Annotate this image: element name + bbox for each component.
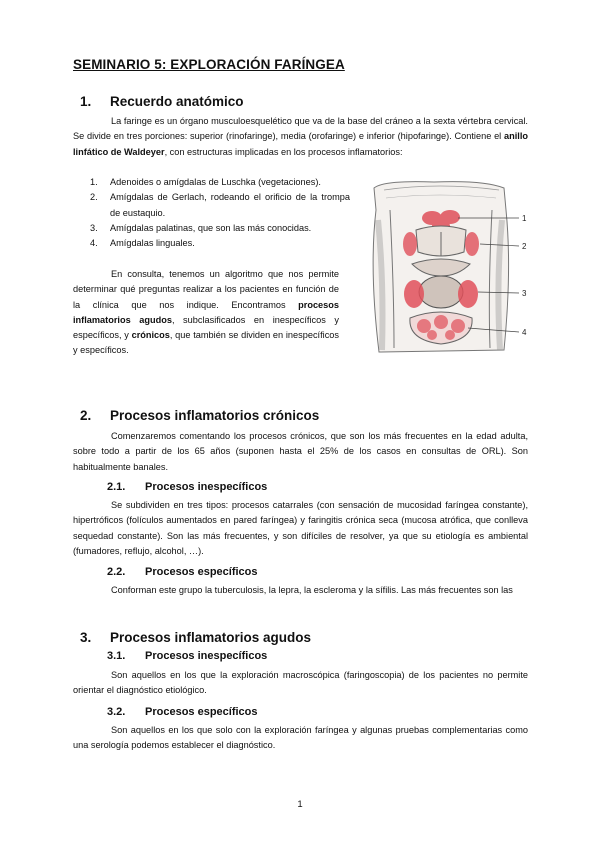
section-2-paragraph bbox=[73, 429, 528, 475]
section-title: Procesos inflamatorios agudos bbox=[110, 630, 312, 645]
section-1-algorithm-paragraph bbox=[73, 267, 339, 359]
subsection-number: 2.2. bbox=[107, 566, 126, 578]
figure-label: 2 bbox=[522, 242, 527, 251]
section-title: Procesos inflamatorios crónicos bbox=[110, 408, 320, 423]
page-number: 1 bbox=[297, 799, 303, 810]
subsection-title: Procesos inespecíficos bbox=[145, 481, 268, 493]
subsection-title: Procesos específicos bbox=[145, 706, 258, 718]
text-run: , que también se dividen en inespecíficos y específicos. bbox=[73, 330, 339, 356]
list-item: 2. Amígdalas de Gerlach, rodeando el orificio de la trompa de eustaquio. bbox=[90, 192, 350, 218]
list-item: 4. Amígdalas linguales. bbox=[90, 238, 195, 249]
subsection-number: 3.2. bbox=[107, 706, 126, 718]
text-run: Son aquellos en los que la exploración macroscópica (faringoscopia) de los pacientes no permite orientar el diagnóstico etiológico. bbox=[73, 670, 528, 696]
list-item: 3. Amígdalas palatinas, que son las más conocidas. bbox=[90, 222, 312, 233]
waldeyer-ring-drawing bbox=[354, 180, 544, 360]
subsection-2-2-heading bbox=[107, 566, 258, 578]
figure-label: 4 bbox=[522, 328, 527, 337]
subsection-number: 3.1. bbox=[107, 650, 126, 662]
text-run: , con estructuras implicadas en los procesos inflamatorios: bbox=[164, 146, 403, 157]
figure-label: 3 bbox=[522, 289, 527, 298]
text-run: Comenzaremos comentando los procesos crónicos, que son los más frecuentes en la edad adulta, sobre todo a partir de los 65 años (suponen hasta el 25% de los casos en consultas de ORL). Son habitualmente banales. bbox=[73, 431, 528, 472]
tonsil-list bbox=[90, 175, 350, 251]
section-title: Recuerdo anatómico bbox=[110, 94, 244, 109]
bold-term: anillo linfático de Waldeyer bbox=[73, 131, 528, 157]
subsection-3-1-paragraph bbox=[73, 668, 528, 699]
subsection-3-2-paragraph bbox=[73, 723, 528, 754]
section-3-heading bbox=[80, 630, 311, 645]
document-title: SEMINARIO 5: EXPLORACIÓN FARÍNGEA bbox=[73, 57, 345, 72]
text-run: Son aquellos en los que solo con la exploración faríngea y algunas pruebas complementarias como una serología podemos establecer el diagnóstico. bbox=[73, 725, 528, 751]
bold-term: crónicos bbox=[131, 330, 170, 341]
text-run: En consulta, tenemos un algoritmo que nos permite determinar qué preguntas realizar a los pacientes en función de la clínica que nos indique. Encontramos bbox=[73, 269, 339, 310]
text-run: Se subdividen en tres tipos: procesos catarrales (con sensación de mucosidad faríngea constante), hipertróficos (folículos aumentados en pared faríngea) y faringitis crónica seca (mucosa atrófica, que conlleva sequedad constante). Son las más frecuentes, y son difíciles de resolver, ya que su etiología es ambiental (fumadores, reflujo, alcohol, …). bbox=[73, 500, 528, 556]
section-number: 3. bbox=[80, 630, 92, 645]
text-run: , subclasificados en inespecíficos y específicos, y bbox=[73, 314, 339, 341]
text-run: La faringe es un órgano musculoesquelético que va de la base del cráneo a la sexta vértebra cervical. Se divide en tres porciones: superior (rinofaringe), media (orofaringe) e inferior (hipofaringe). Contiene el bbox=[73, 116, 528, 142]
subsection-3-1-heading bbox=[107, 650, 267, 662]
subsection-title: Procesos específicos bbox=[145, 566, 258, 578]
subsection-number: 2.1. bbox=[107, 481, 126, 493]
figure-label: 1 bbox=[522, 214, 527, 223]
section-2-heading bbox=[80, 408, 319, 423]
section-number: 1. bbox=[80, 94, 92, 109]
bold-term: procesos inflamatorios agudos bbox=[73, 299, 339, 325]
subsection-2-1-paragraph bbox=[73, 498, 528, 559]
subsection-2-2-paragraph bbox=[73, 583, 528, 598]
subsection-2-1-heading bbox=[107, 481, 267, 493]
subsection-title: Procesos inespecíficos bbox=[145, 650, 268, 662]
section-1-heading bbox=[80, 94, 244, 109]
list-item: 1. Adenoides o amígdalas de Luschka (vegetaciones). bbox=[90, 177, 321, 187]
subsection-3-2-heading bbox=[107, 706, 258, 718]
pharynx-illustration bbox=[354, 180, 544, 360]
section-1-intro-paragraph bbox=[73, 114, 528, 160]
text-run: Conforman este grupo la tuberculosis, la lepra, la escleroma y la sífilis. Las más frecuentes son las bbox=[111, 585, 513, 595]
section-number: 2. bbox=[80, 408, 92, 423]
